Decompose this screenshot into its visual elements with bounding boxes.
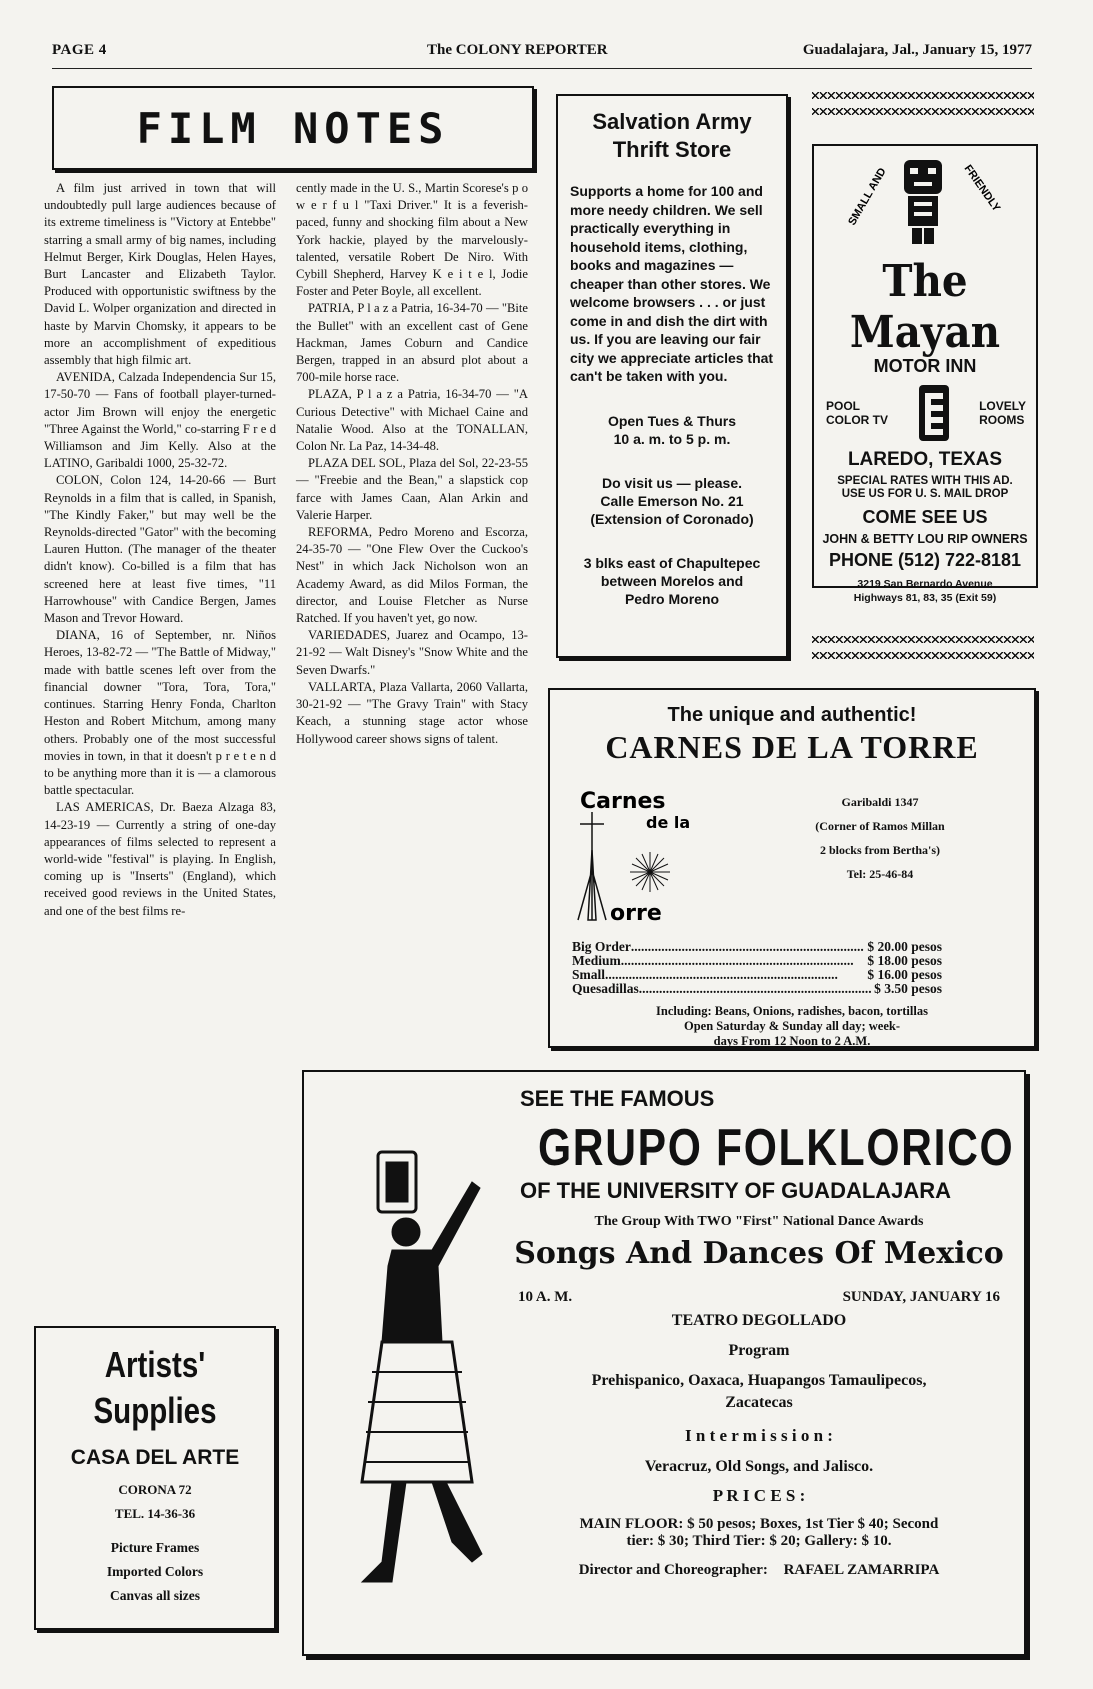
dancer-icon [362, 1152, 482, 1582]
article-paragraph: VALLARTA, Plaza Vallarta, 2060 Vallarta, 30-21-92 — "The Gravy Train" with Stacy Keach, a stunning stage actor whose Hollywood career shows signs of talent. [296, 679, 528, 746]
owners: JOHN & BETTY LOU RIP OWNERS [822, 532, 1028, 546]
article-paragraph: AVENIDA, Calzada Independencia Sur 15, 17-50-70 — Fans of football player-turned-actor Jim Brown will enjoy the energetic "Three Against the World," co-starring F r e d Williamson and Jim Kelly. Also at the LATINO, Garibaldi 1000, 25-32-72. [44, 370, 276, 471]
price-row [572, 968, 942, 982]
price-value: $ 20.00 pesos [867, 939, 942, 954]
article-paragraph: PLAZA, P l a z a Patria, 16-34-70 — "A Curious Detective" with Michael Caine and Natalie Wood. Also at the TONALLAN, Colon Nr. La Paz, 14-34-48. [296, 387, 528, 454]
newspaper-name: The COLONY REPORTER [427, 42, 608, 58]
awards-line: The Group With TWO "First" National Dance Awards [594, 1214, 924, 1229]
location-line: 3 blks east of Chapultepec [583, 554, 761, 571]
article-paragraph: REFORMA, Pedro Moreno and Escorza, 24-35-70 — "One Flew Over the Cuckoo's Nest" in which Jack Nicholson won an Academy Award, as did Milos Forman, the director, and Louise Fletcher as Nurse Ratched. If you haven't yet, go now. [296, 525, 528, 626]
prices-label: P R I C E S : [712, 1486, 806, 1505]
artists-supplies-ad [34, 1326, 276, 1630]
price-dots: ..................................................................... [630, 940, 864, 954]
special-rates: SPECIAL RATES WITH THIS AD. [837, 475, 1013, 487]
visit-line: Calle Emerson No. 21 [600, 492, 744, 509]
store-tel: TEL. 14-36-36 [114, 1506, 196, 1521]
carnes-open-weekdays: days From 12 Noon to 2 A.M. [713, 1034, 871, 1048]
mayan-logo-text: The Mayan [849, 256, 1001, 358]
article-paragraph: DIANA, 16 of September, nr. Niños Heroes, 13-82-72 — "The Battle of Midway," made with battle scenes left over from the financial downer "Tora, Tora, Tora," continues. Starring Henry Fonda, Charlton Heston and Robert Mitchum, among many others. Probably one of the most successful movies in town, in that it doesn't p r e t e n d to be anything more than it is — a clamorous battle spectacular. [44, 628, 276, 798]
price-value: $ 3.50 pesos [874, 981, 942, 996]
price-dots: ..................................................................... [605, 968, 838, 982]
price-row [572, 954, 942, 968]
store-name: CASA DEL ARTE [70, 1446, 240, 1469]
price-dots: ..................................................................... [638, 982, 872, 996]
article-paragraph: A film just arrived in town that will undoubtedly pull large audiences because of its extreme timeliness is "Victory at Entebbe" starring a small army of big names, including Helmut Berger, Kirk Douglas, Helen Hayes, Burt Lancaster and Elizabeth Taylor. Produced with opportunistic swiftness by the David L. Wolper organization and directed in haste by Marvin Chomsky, it appears to be more an accomplishment of expeditious assembly that high filmic art. [44, 181, 276, 368]
prices-line-2: tier: $ 30; Third Tier: $ 20; Gallery: $ 10. [626, 1533, 892, 1549]
supplies-title: Supplies [93, 1390, 217, 1431]
songs-and-dances: Songs And Dances Of Mexico [514, 1236, 1004, 1271]
motor-inn-label: MOTOR INN [873, 356, 977, 376]
product-item: Canvas all sizes [109, 1588, 200, 1603]
price-item: Medium [572, 953, 621, 968]
price-item: Quesadillas [572, 981, 639, 996]
zigzag-border [812, 636, 1034, 650]
logo-word-dela: de la [646, 813, 691, 832]
mail-drop: USE US FOR U. S. MAIL DROP [841, 488, 1009, 500]
article-paragraph: PLAZA DEL SOL, Plaza del Sol, 22-23-55 — "Freebie and the Bean," a slapstick cop farce with James Caan, Alan Arkin and Valerie Harper. [296, 456, 528, 522]
carnes-blocks: 2 blocks from Bertha's) [819, 843, 941, 857]
logo-word-carnes: Carnes [580, 789, 666, 814]
hours-line: 10 a. m. to 5 p. m. [613, 430, 731, 447]
carnes-tagline: The unique and authentic! [667, 704, 917, 726]
program-part-2: Veracruz, Old Songs, and Jalisco. [644, 1458, 874, 1475]
store-address: CORONA 72 [118, 1482, 192, 1497]
zigzag-border [812, 92, 1034, 106]
film-notes-column-2 [296, 180, 528, 748]
film-notes-column-1 [44, 180, 276, 920]
zigzag-border [812, 652, 1034, 666]
price-item: Big Order [572, 939, 631, 954]
program-label: Program [728, 1342, 790, 1359]
see-the-famous: SEE THE FAMOUS [520, 1086, 715, 1111]
location-line: between Morelos and [600, 572, 744, 589]
mayan-glyph-icon [909, 383, 959, 443]
performance-time: 10 A. M. [518, 1289, 573, 1305]
price-row [572, 982, 942, 996]
price-dots: ..................................................................... [620, 954, 854, 968]
zigzag-border [812, 108, 1034, 122]
university-line: OF THE UNIVERSITY OF GUADALAJARA [520, 1178, 952, 1203]
dateline: Guadalajara, Jal., January 15, 1977 [802, 42, 1032, 58]
logo-word-orre: orre [610, 901, 662, 926]
article-paragraph: VARIEDADES, Juarez and Ocampo, 13-21-92 — Walt Disney's "Snow White and the Seven Dwarfs." [296, 628, 528, 677]
mayan-highways: Highways 81, 83, 35 (Exit 59) [853, 592, 997, 604]
product-item: Picture Frames [110, 1540, 200, 1555]
phone: PHONE (512) 722-8181 [828, 550, 1022, 570]
color-tv-label: COLOR TV [826, 413, 888, 427]
program-part-1: Prehispanico, Oaxaca, Huapangos Tamaulipecos, [591, 1372, 927, 1389]
price-value: $ 16.00 pesos [867, 967, 942, 982]
carnes-price-list [572, 940, 942, 996]
price-item: Small [572, 967, 606, 982]
visit-line: (Extension of Coronado) [590, 510, 754, 527]
carnes-address: Garibaldi 1347 [841, 795, 919, 809]
lovely-label: LOVELY [979, 399, 1026, 413]
film-notes-title: FILM NOTES [136, 103, 450, 153]
salvation-title: Salvation Army [592, 109, 752, 134]
carnes-tel: Tel: 25-46-84 [846, 867, 914, 881]
product-item: Imported Colors [106, 1564, 204, 1579]
sunburst-icon [630, 852, 670, 892]
idol-icon [904, 160, 942, 244]
prices-line-1: MAIN FLOOR: $ 50 pesos; Boxes, 1st Tier $ 40; Second [579, 1516, 939, 1532]
director-label: Director and Choreographer: [578, 1562, 768, 1578]
page-number: PAGE 4 [52, 42, 107, 58]
arc-text-right: FRIENDLY [961, 162, 1003, 214]
rooms-label: ROOMS [979, 413, 1025, 427]
page-header [52, 40, 1032, 69]
article-paragraph: LAS AMERICAS, Dr. Baeza Alzaga 83, 14-23-19 — Currently a string of one-day appearances of films selected to represent a world-wide "festival" is playing. In English, coming up is "Inserts" (England), which received good reviews in the United States, and one of the best films re- [44, 800, 276, 918]
dancer-illustration [322, 1142, 522, 1622]
carnes-de-la-torre-ad [548, 688, 1036, 1048]
carnes-including: Including: Beans, Onions, radishes, bacon, tortillas [656, 1004, 928, 1018]
come-see-us: COME SEE US [862, 507, 988, 527]
performance-date: SUNDAY, JANUARY 16 [842, 1289, 1000, 1305]
mayan-motor-inn-ad [812, 144, 1038, 604]
carnes-open: Open Saturday & Sunday all day; week- [683, 1019, 900, 1033]
film-notes-title-box [52, 86, 534, 170]
program-part-1b: Zacatecas [725, 1394, 793, 1411]
price-value: $ 18.00 pesos [867, 953, 942, 968]
thrift-store-title: Thrift Store [612, 137, 732, 162]
hours-line: Open Tues & Thurs [607, 412, 737, 429]
carnes-name: CARNES DE LA TORRE [605, 729, 979, 765]
article-paragraph: PATRIA, P l a z a Patria, 16-34-70 — "Bite the Bullet" with an excellent cast of Gene Hackman, James Coburn and Candice Bergen, trapped in an absurd plot about a 700-mile horse race. [296, 301, 528, 385]
venue: TEATRO DEGOLLADO [671, 1312, 847, 1329]
price-row [572, 940, 942, 954]
salvation-army-ad [556, 94, 788, 658]
mayan-address: 3219 San Bernardo Avenue [857, 578, 993, 590]
mayan-idol-logo [814, 146, 1032, 266]
artists-title: Artists' [104, 1344, 206, 1385]
grupo-folklorico-title: GRUPO FOLKLORICO [538, 1119, 1015, 1177]
article-paragraph: cently made in the U. S., Martin Scorese's p o w e r f u l "Taxi Driver." It is a feverish-paced, funny and shocking film about a New York hackie, played by the marvelously-talented, versatile Robert De Niro. With Cybill Shepherd, Harvey K e i t e l, Jodie Foster and Peter Boyle, all excellent. [296, 181, 528, 299]
grupo-folklorico-ad [302, 1070, 1026, 1656]
article-paragraph: COLON, Colon 124, 14-20-66 — Burt Reynolds in a film that is called, in Spanish, "The Kindly Faker," but may well be the Reynolds-directed "Gator" with the becoming Lauren Hutton. (The manager of the theater didn't know). Co-billed is a film that has screened here at least five times, "11 Harrowhouse" with Candice Bergen, James Mason and Trevor Howard. [44, 473, 276, 626]
carnes-tower-logo [570, 780, 720, 930]
mayan-city: LAREDO, TEXAS [847, 449, 1003, 470]
intermission: I n t e r m i s s i o n : [685, 1426, 833, 1445]
director-name: RAFAEL ZAMARRIPA [783, 1562, 940, 1578]
visit-line: Do visit us — please. [601, 474, 743, 491]
location-line: Pedro Moreno [624, 590, 720, 607]
carnes-corner: (Corner of Ramos Millan [815, 819, 945, 833]
pool-label: POOL [826, 399, 861, 413]
salvation-body: Supports a home for 100 and more needy children. We sell practically everything in household items, clothing, books and magazines — cheaper than other stores. We welcome browsers . . . or just come in and dish the dirt with us. If you are leaving our fair city we appreciate articles that can't be taken with you. [570, 183, 774, 384]
arc-text-left: SMALL AND [846, 165, 889, 228]
